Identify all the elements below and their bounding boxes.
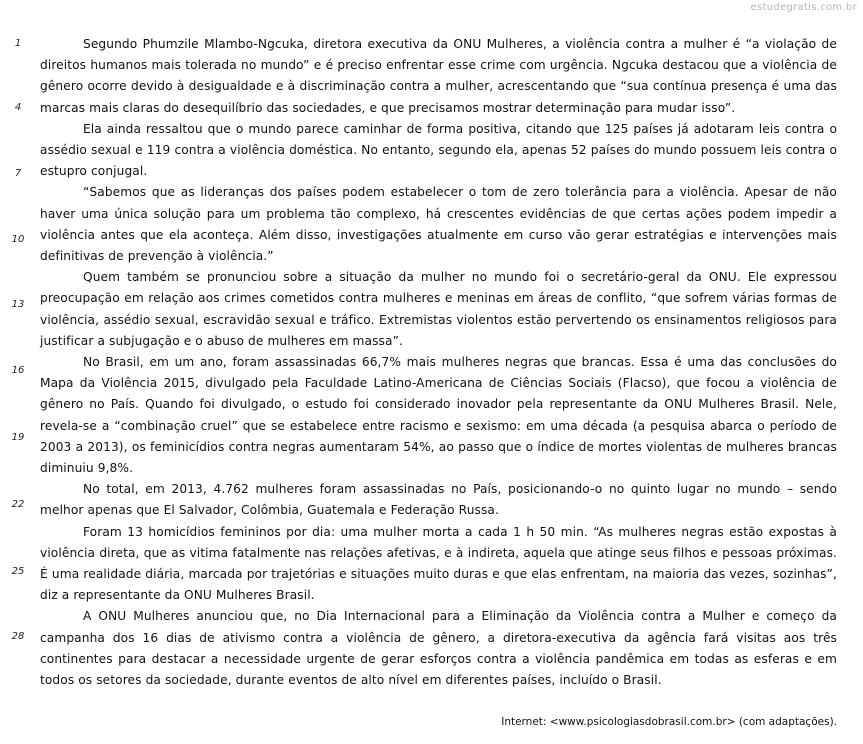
paragraph-3: “Sabemos que as lideranças dos países podem estabelecer o tom de zero tolerância para a violência. Apesar de não haver uma única solução para um problema tão complexo, há crescentes evidências de que certas ações podem impedir a violência antes que ela aconteça. Além disso, investigações atualmente em curso vão gerar estratégias e intervenções mais definitivas de prevenção à violência.” (40, 185, 837, 264)
source-citation: Internet: <www.psicologiasdobrasil.com.br> (com adaptações). (501, 716, 837, 728)
line-number: 4 (14, 102, 22, 113)
line-number: 16 (11, 365, 25, 376)
line-number: 13 (11, 299, 25, 310)
paragraph-7: Foram 13 homicídios femininos por dia: uma mulher morta a cada 1 h 50 min. “As mulheres negras estão expostas à violência direta, que as vitima fatalmente nas relações afetivas, e à indireta, aquela que atinge seus filhos e pessoas próximas. É uma realidade diária, marcada por trajetórias e situações muito duras e que elas enfrentam, na maioria das vezes, sozinhas”, diz a representante da ONU Mulheres Brasil. (40, 524, 837, 603)
line-number: 7 (14, 168, 22, 179)
line-number: 10 (11, 234, 25, 245)
paragraph-4: Quem também se pronunciou sobre a situação da mulher no mundo foi o secretário-geral da ONU. Ele expressou preocupação em relação aos crimes cometidos contra mulheres e meninas em áreas de conflito, “que sofrem várias formas de violência, assédio sexual, escravidão sexual e tráfico. Extremistas violentos estão pervertendo os ensinamentos religiosos para justificar a subjugação e o abuso de mulheres em massa”. (40, 270, 837, 348)
line-number: 1 (14, 38, 22, 49)
paragraph-6: No total, em 2013, 4.762 mulheres foram assassinadas no País, posicionando-o no quinto lugar no mundo – sendo melhor apenas que El Salvador, Colômbia, Guatemala e Federação Russa. (40, 482, 837, 518)
paragraph-2: Ela ainda ressaltou que o mundo parece caminhar de forma positiva, citando que 125 países já adotaram leis contra o assédio sexual e 119 contra a violência doméstica. No entanto, segundo ela, apenas 52 países do mundo possuem leis contra o estupro conjugal. (40, 121, 837, 179)
article-body (40, 34, 837, 691)
line-number: 19 (11, 432, 25, 443)
line-number: 28 (11, 631, 25, 642)
watermark-text: estudegratis.com.br (750, 2, 857, 13)
line-number: 22 (11, 499, 25, 510)
paragraph-5: No Brasil, em um ano, foram assassinadas 66,7% mais mulheres negras que brancas. Essa é uma das conclusões do Mapa da Violência 2015, divulgado pela Faculdade Latino-Americana de Ciências Sociais (Flacso), que focou a violência de gênero no País. Quando foi divulgado, o estudo foi considerado inovador pela representante da ONU Mulheres Brasil. Nele, revela-se a “combinação cruel” que se estabelece entre racismo e sexismo: em uma década (a pesquisa abarca o período de 2003 a 2013), os feminicídios contra negras aumentaram 54%, ao passo que o índice de mortes violentas de mulheres brancas diminuiu 9,8%. (40, 355, 837, 476)
line-number: 25 (11, 566, 25, 577)
paragraph-1: Segundo Phumzile Mlambo-Ngcuka, diretora executiva da ONU Mulheres, a violência contra a mulher é “a violação de direitos humanos mais tolerada no mundo” e é preciso enfrentar esse crime com urgência. Ngcuka destacou que a violência de gênero ocorre devido à desigualdade e à discriminação contra a mulher, acrescentando que “sua contínua presença é uma das marcas mais claras do desequilíbrio das sociedades, e que precisamos mostrar determinação para mudar isso”. (40, 37, 837, 115)
paragraph-8: A ONU Mulheres anunciou que, no Dia Internacional para a Eliminação da Violência contra a Mulher e começo da campanha dos 16 dias de ativismo contra a violência de gênero, a diretora-executiva da agência fará visitas aos três continentes para destacar a necessidade urgente de gerar esforços contra a violência pandêmica em todas as esferas e em todos os setores da sociedade, durante eventos de alto nível em diferentes países, incluído o Brasil. (40, 609, 837, 688)
